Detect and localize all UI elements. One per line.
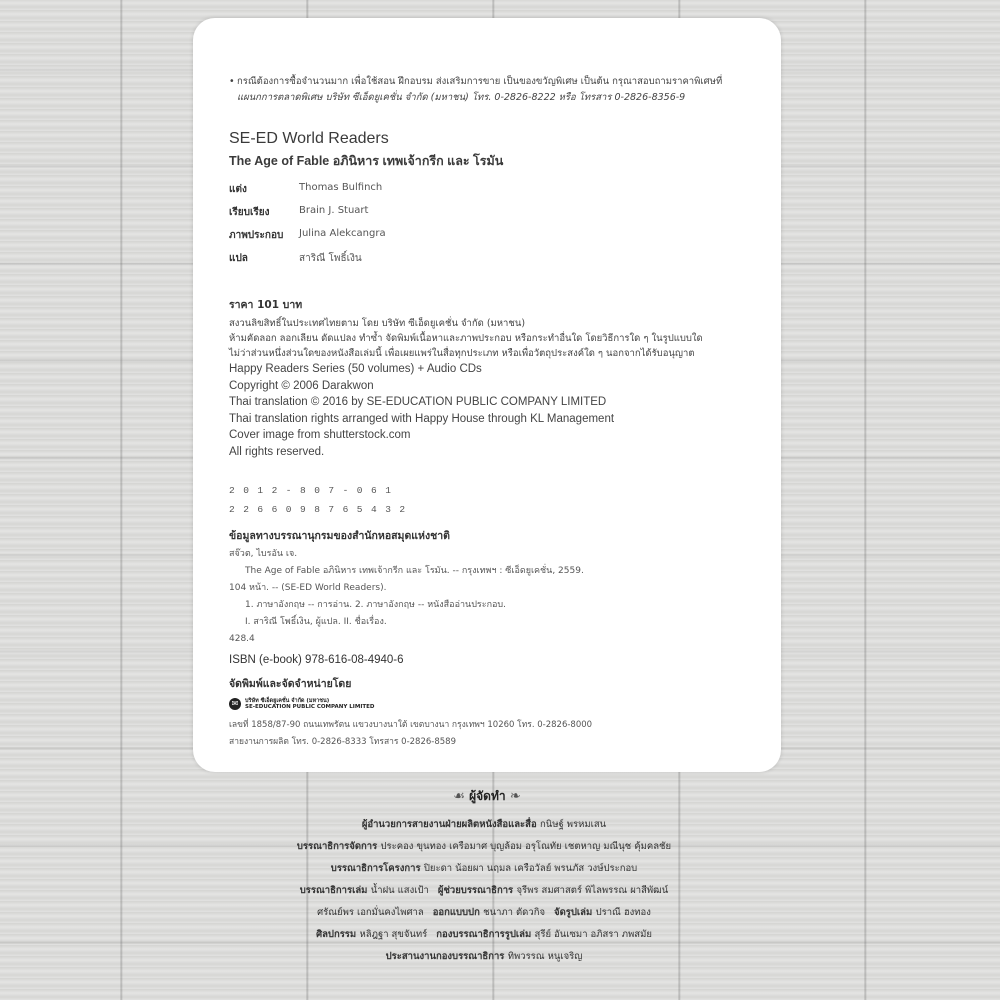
copyright-page-card <box>193 18 781 772</box>
rights-thai-line: ไม่ว่าส่วนหนึ่งส่วนใดของหนังสือเล่มนี้ เพื่อเผยแพร่ในสื่อทุกประเภท หรือเพื่อวัตถุประสงค์ใด ๆ นอกจากได้รับอนุญาต <box>229 348 695 359</box>
credit-label: เรียบเรียง <box>229 207 270 218</box>
staff-row <box>193 839 781 854</box>
rights-english-line: Thai translation © 2016 by SE-EDUCATION PUBLIC COMPANY LIMITED <box>229 396 607 408</box>
staff-role: บรรณาธิการโครงการ <box>330 863 424 874</box>
cip-title-line: The Age of Fable อภินิหาร เทพเจ้ากรีก และ โรมัน. -- กรุงเทพฯ : ซีเอ็ดยูเคชั่น, 2559. <box>245 566 584 576</box>
book-title: The Age of Fable อภินิหาร เทพเจ้ากรีก และ โรมัน <box>229 154 504 168</box>
staff-row <box>193 861 781 876</box>
publisher-logo <box>229 696 374 712</box>
staff-role: กองบรรณาธิการรูปเล่ม <box>436 929 535 940</box>
staff-credits <box>193 787 781 979</box>
production-contact-line: สายงานการผลิต โทร. 0-2826-8333 โทรสาร 0-2826-8589 <box>229 737 456 747</box>
staff-role: ศิลปกรรม <box>316 929 360 940</box>
credit-label: ภาพประกอบ <box>229 230 284 241</box>
rights-thai-line: สงวนลิขสิทธิ์ในประเทศไทยตาม โดย บริษัท ซีเอ็ดยูเคชั่น จำกัด (มหาชน) <box>229 318 526 329</box>
notice-line-1: กรณีต้องการซื้อจำนวนมาก เพื่อใช้สอน ฝึกอบรม ส่งเสริมการขาย เป็นของขวัญพิเศษ เป็นต้น กรุณาสอบถามราคาพิเศษที่ <box>237 76 723 87</box>
cip-entries: I. สาริณี โพธิ์เงิน, ผู้แปล. II. ชื่อเรื่อง. <box>245 617 387 627</box>
staff-names: สุรีย์ อันเซมา อภิสรา ภพสมัย <box>534 929 652 940</box>
staff-names: กนิษฐ์ พรหมเสน <box>539 819 607 830</box>
publisher-address <box>229 717 592 751</box>
address-line: เลขที่ 1858/87-90 ถนนเทพรัตน แขวงบางนาใต้ เขตบางนา กรุงเทพฯ 10260 โทร. 0-2826-8000 <box>229 720 593 730</box>
staff-role: ผู้ช่วยบรรณาธิการ <box>437 885 517 896</box>
cip-author: สจ๊วต, ไบรอัน เจ. <box>229 549 298 559</box>
rights-english-line: Thai translation rights arranged with Happy House through KL Management <box>229 412 615 425</box>
staff-title: ผู้จัดทำ <box>469 789 506 803</box>
staff-names: หลิฎฐา สุขจันทร์ <box>359 929 428 940</box>
credit-value: สาริณี โพธิ์เงิน <box>299 253 362 264</box>
rights-block <box>229 316 777 460</box>
rights-english-line: Copyright © 2006 Darakwon <box>229 379 374 392</box>
cip-heading: ข้อมูลทางบรรณานุกรมของสำนักหอสมุดแห่งชาติ <box>229 530 450 542</box>
credit-label: แปล <box>229 253 248 264</box>
bullet-icon: • <box>229 76 235 87</box>
credit-value: Thomas Bulfinch <box>299 182 383 193</box>
staff-role: จัดรูปเล่ม <box>554 907 596 918</box>
rights-english-line: Cover image from shutterstock.com <box>229 429 411 441</box>
staff-names: ศรัณย์พร เอกมั่นคงไพศาล <box>317 907 424 918</box>
cip-block <box>229 546 584 648</box>
ornament-left-icon: ☙ <box>453 789 465 804</box>
credit-label: แต่ง <box>229 184 247 195</box>
logo-line-english: SE-EDUCATION PUBLIC COMPANY LIMITED <box>245 704 375 710</box>
staff-row <box>193 949 781 964</box>
staff-role: บรรณาธิการเล่ม <box>299 885 371 896</box>
barcode-number: 2266098765432 <box>229 504 414 515</box>
cip-subjects: 1. ภาษาอังกฤษ -- การอ่าน. 2. ภาษาอังกฤษ -- หนังสืออ่านประกอบ. <box>245 600 507 610</box>
credit-value: Julina Alekcangra <box>299 228 386 239</box>
staff-row <box>193 883 781 898</box>
cip-class-number: 428.4 <box>229 634 255 644</box>
price: ราคา 101 บาท <box>229 299 303 311</box>
se-ed-logo-icon: ✉ <box>229 698 241 710</box>
staff-names: น้ำฝน แสงเป้า <box>370 885 429 896</box>
series-title: SE-ED World Readers <box>229 130 389 147</box>
staff-names: ชนาภา ตัดวกิจ <box>483 907 546 918</box>
isbn: ISBN (e-book) 978-616-08-4940-6 <box>229 654 404 666</box>
staff-names: ปราณี ฮงทอง <box>595 907 651 918</box>
cip-pages-line: 104 หน้า. -- (SE-ED World Readers). <box>229 583 387 593</box>
staff-role: ประสานงานกองบรรณาธิการ <box>385 951 508 962</box>
logo-line-thai: บริษัท ซีเอ็ดยูเคชั่น จำกัด (มหาชน) <box>245 698 330 704</box>
staff-title-row <box>193 787 781 806</box>
rights-english-line: All rights reserved. <box>229 445 325 458</box>
staff-names: ปิยะดา น้อยผา นฤมล เครือวัลย์ พรนภัส วงษ์ประกอบ <box>423 863 638 874</box>
rights-thai-line: ห้ามคัดลอก ลอกเลียน ดัดแปลง ทำซ้ำ จัดพิมพ์เนื้อหาและภาพประกอบ หรือกระทำอื่นใด โดยวิธีการใด ๆ ในรูปแบบใด <box>229 333 703 344</box>
staff-names: จุรีพร สมศาสตร์ พิไลพรรณ ผาสีพัฒน์ <box>516 885 669 896</box>
staff-row <box>193 905 781 920</box>
product-codes <box>229 481 414 519</box>
ornament-right-icon: ❧ <box>509 789 521 804</box>
bulk-order-notice <box>229 74 774 106</box>
credit-value: Brain J. Stuart <box>299 205 369 216</box>
notice-line-2: แผนกการตลาดพิเศษ บริษัท ซีเอ็ดยูเคชั่น จำกัด (มหาชน) โทร. 0-2826-8222 หรือ โทรสาร 0-2826-8356-9 <box>237 92 686 103</box>
rights-english-line: Happy Readers Series (50 volumes) + Audio CDs <box>229 363 482 375</box>
staff-role: บรรณาธิการจัดการ <box>296 841 381 852</box>
staff-names: ประคอง ขุนทอง เครือมาศ บุญล้อม อรุโณทัย เชตหาญ มณีนุช คุ้มคลชัย <box>380 841 672 852</box>
staff-role: ผู้อำนวยการสายงานฝ่ายผลิตหนังสือและสื่อ <box>361 819 540 830</box>
staff-names: ทิพวรรณ หนูเจริญ <box>507 951 583 962</box>
product-code: 2012-807-061 <box>229 485 400 496</box>
staff-role: ออกแบบปก <box>432 907 484 918</box>
publisher-heading: จัดพิมพ์และจัดจำหน่ายโดย <box>229 678 352 690</box>
staff-row <box>193 927 781 942</box>
staff-row <box>193 817 781 832</box>
